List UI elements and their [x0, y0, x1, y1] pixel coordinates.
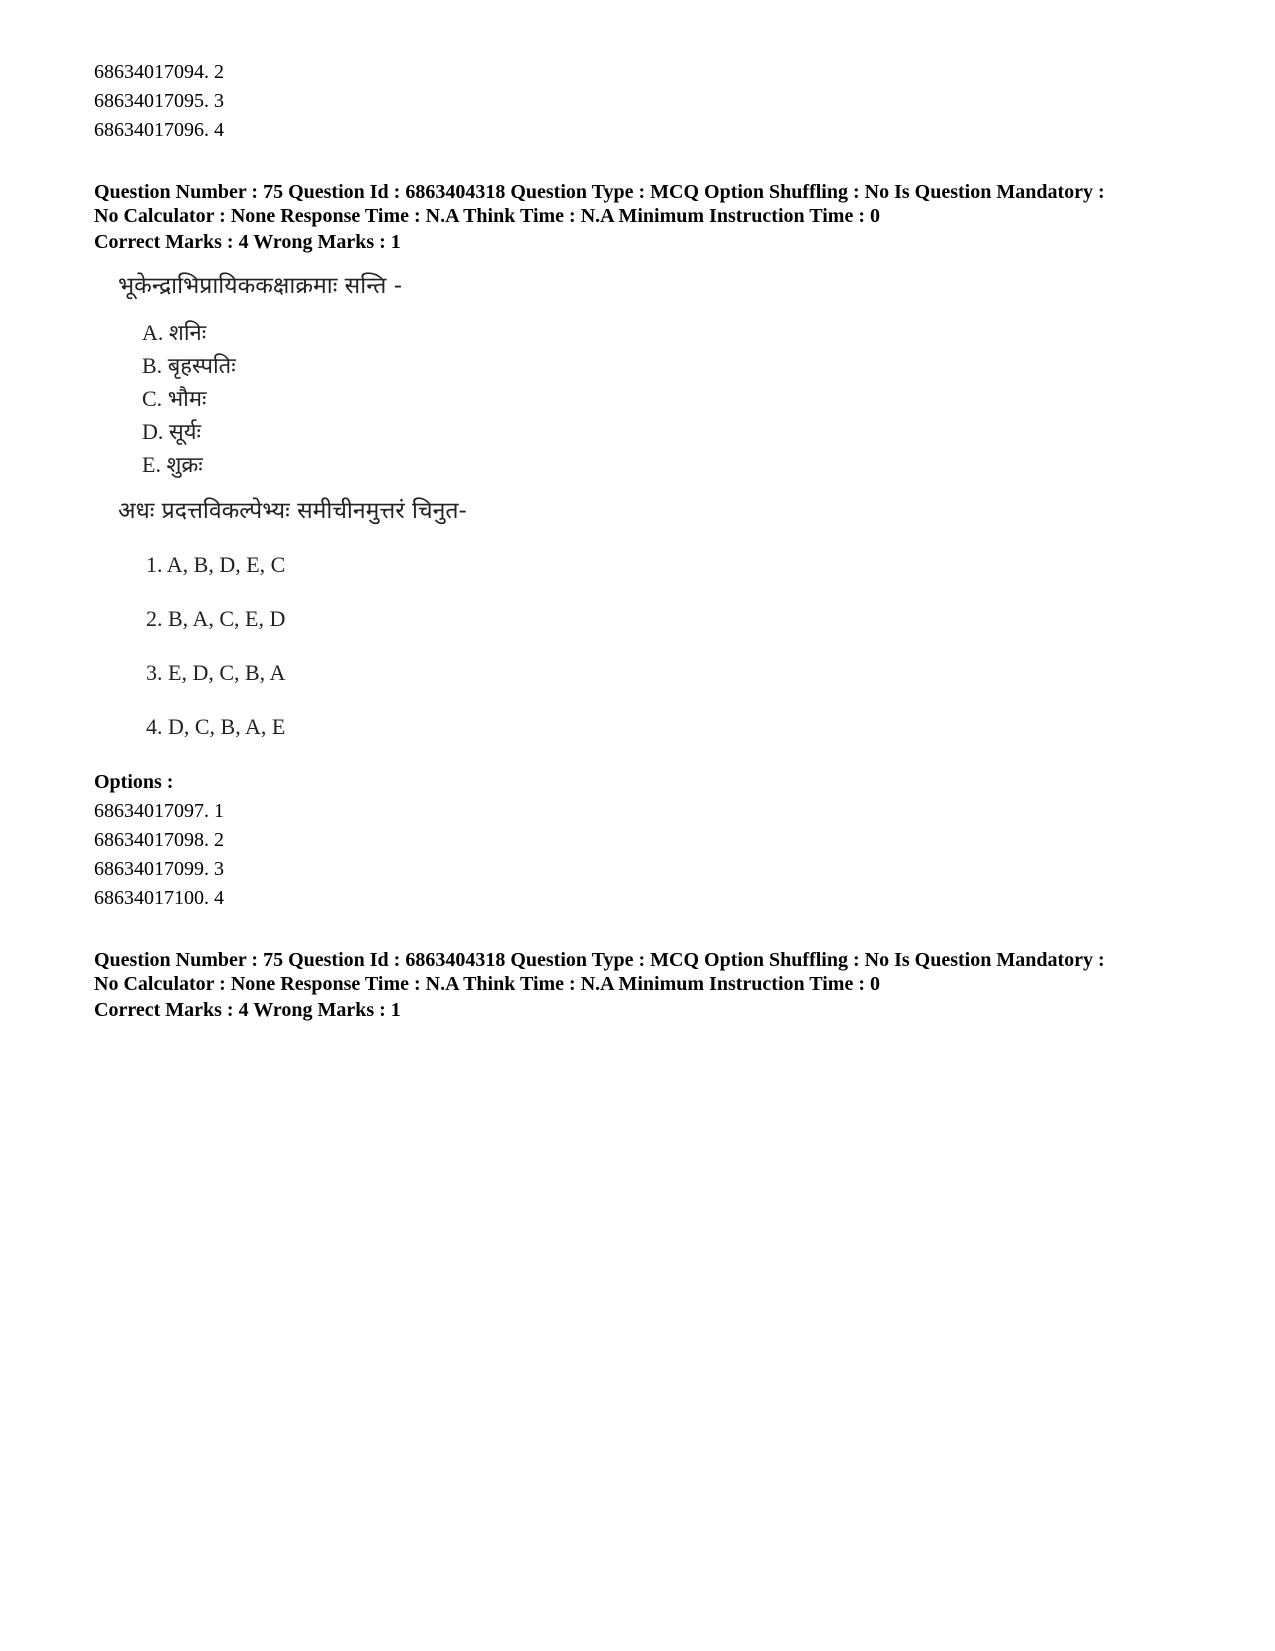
question-item — [142, 317, 1214, 350]
question-stem: भूकेन्द्राभिप्रायिककक्षाक्रमाः सन्ति - — [118, 273, 402, 299]
question-marks: Correct Marks : 4 Wrong Marks : 1 — [94, 999, 401, 1021]
options-list — [94, 797, 1214, 913]
answer-choices — [146, 538, 1214, 754]
item-text: शनिः — [168, 321, 207, 346]
answer-choice: 3. E, D, C, B, A — [146, 660, 286, 685]
item-text: भौमः — [167, 387, 207, 412]
option-line: 68634017098. 2 — [94, 829, 224, 851]
option-line: 68634017100. 4 — [94, 887, 224, 909]
options-label: Options : — [94, 771, 174, 793]
option-line: 68634017094. 2 — [94, 61, 224, 83]
document-page — [94, 58, 1214, 1025]
question-instruction: अधः प्रदत्तविकल्पेभ्यः समीचीनमुत्तरं चिनुत- — [118, 498, 467, 524]
item-text: बृहस्पतिः — [167, 354, 236, 379]
item-letter: C. — [142, 386, 163, 411]
option-line: 68634017095. 3 — [94, 90, 224, 112]
next-question-block — [94, 948, 1214, 1025]
item-letter: D. — [142, 419, 164, 444]
answer-choice: 2. B, A, C, E, D — [146, 606, 286, 631]
question-item — [142, 350, 1214, 383]
question-item — [142, 383, 1214, 416]
option-line: 68634017096. 4 — [94, 119, 224, 141]
item-letter: B. — [142, 353, 163, 378]
previous-options-list — [94, 58, 1214, 145]
question-items — [142, 317, 1214, 482]
question-meta-line-1: Question Number : 75 Question Id : 6863404318 Question Type : MCQ Option Shuffling : No Is Question Mandatory : — [94, 181, 1105, 203]
question-meta-line-1: Question Number : 75 Question Id : 6863404318 Question Type : MCQ Option Shuffling : No Is Question Mandatory : — [94, 949, 1105, 971]
option-line: 68634017099. 3 — [94, 858, 224, 880]
question-meta-line-2: No Calculator : None Response Time : N.A Think Time : N.A Minimum Instruction Time : 0 — [94, 973, 880, 995]
option-line: 68634017097. 1 — [94, 800, 224, 822]
item-text: शुक्रः — [166, 453, 203, 478]
item-letter: E. — [142, 452, 161, 477]
question-item — [142, 416, 1214, 449]
item-letter: A. — [142, 320, 164, 345]
question-marks: Correct Marks : 4 Wrong Marks : 1 — [94, 231, 401, 253]
question-item — [142, 449, 1214, 482]
item-text: सूर्यः — [168, 420, 201, 445]
answer-choice: 1. A, B, D, E, C — [146, 552, 286, 577]
question-content — [118, 269, 1214, 754]
question-meta-line-2: No Calculator : None Response Time : N.A Think Time : N.A Minimum Instruction Time : 0 — [94, 205, 880, 227]
answer-choice: 4. D, C, B, A, E — [146, 714, 286, 739]
question-block — [94, 180, 1214, 913]
